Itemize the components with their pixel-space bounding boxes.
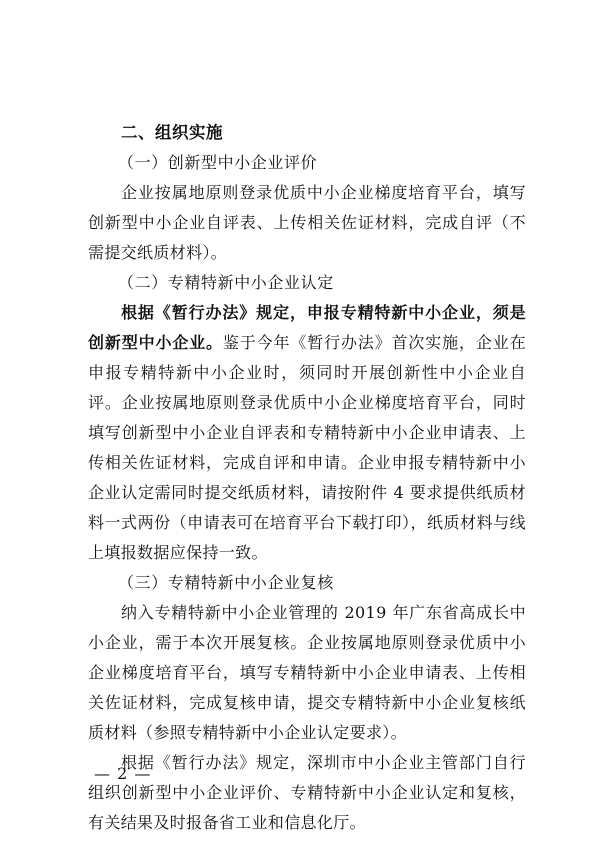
paragraph-2-bold-lead: 根据《暂行办法》规定，申报专精特新中小企业，须是创新型中小企业。 xyxy=(88,303,526,352)
subsection-heading-3: （三）专精特新中小企业复核 xyxy=(118,573,334,592)
subsection-heading-2: （二）专精特新中小企业认定 xyxy=(118,273,334,292)
subsection-heading-1: （一）创新型中小企业评价 xyxy=(118,153,318,172)
paragraph-1: 企业按属地原则登录优质中小企业梯度培育平台，填写创新型中小企业自评表、上传相关佐证材料，完成自评（不需提交纸质材料）。 xyxy=(88,183,526,262)
paragraph-2-rest: 鉴于今年《暂行办法》首次实施，企业在申报专精特新中小企业时，须同时开展创新性中小企业自评。企业按属地原则登录优质中小企业梯度培育平台，同时填写创新型中小企业自评表和专精特新中小企业申请表、上传相关佐证材料，完成自评和申请。企业申报专精特新中小企业认定需同时提交纸质材料，请按附件 4 要求提供纸质材料一式两份（申请表可在培育平台下载打印），纸质材料与线上填报数据应保持一致。 xyxy=(88,333,526,562)
paragraph-closing: 根据《暂行办法》规定，深圳市中小企业主管部门自行组织创新型中小企业评价、专精特新中小企业认定和复核，有关结果及时报备省工业和信息化厅。 xyxy=(88,753,526,832)
page-number: — 2 — xyxy=(94,764,152,783)
paragraph-2 xyxy=(88,298,526,568)
document-body xyxy=(88,118,526,838)
paragraph-3: 纳入专精特新中小企业管理的 2019 年广东省高成长中小企业，需于本次开展复核。企业按属地原则登录优质中小企业梯度培育平台，填写专精特新中小企业申请表、上传相关佐证材料，完成复核申请，提交专精特新中小企业复核纸质材料（参照专精特新中小企业认定要求）。 xyxy=(88,603,526,742)
section-heading: 二、组织实施 xyxy=(121,123,223,142)
